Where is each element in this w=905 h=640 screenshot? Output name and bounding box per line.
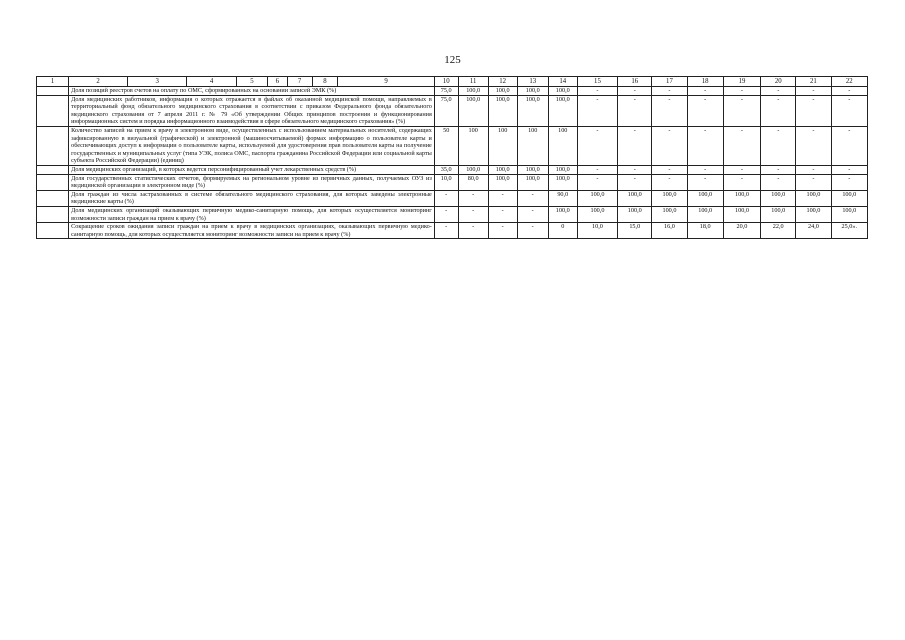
indicator-value: -: [458, 223, 488, 239]
indicator-value: 100: [548, 126, 577, 165]
indicator-value: -: [687, 95, 723, 126]
table-row: [37, 174, 868, 190]
indicator-value: -: [434, 206, 458, 222]
indicator-value: -: [687, 87, 723, 96]
column-header: 3: [128, 77, 187, 87]
indicator-value: 100,0: [488, 174, 517, 190]
indicator-value: -: [618, 95, 652, 126]
indicator-value: 0: [548, 223, 577, 239]
indicator-value: 100,0: [723, 190, 760, 206]
indicator-value: -: [761, 126, 796, 165]
indicator-value: -: [723, 95, 760, 126]
indicator-value: -: [831, 95, 867, 126]
indicator-value: -: [831, 174, 867, 190]
indicator-value: 100,0: [761, 190, 796, 206]
indicator-value: -: [723, 165, 760, 174]
indicator-description: Доля позиций реестров счетов на оплату по ОМС, сформированных на основании записей ЭМК (%): [69, 87, 435, 96]
indicator-value: -: [577, 87, 617, 96]
indicator-description: Доля медицинских работников, информация о которых отражается в файлах об оказанной медицинской помощи, направляемых в территориальный фонд обязательного медицинского страхования в соответствии с приказом Федерального фонда обязательного медицинского страхования от 7 апреля 2011 г. № 79 «Об утверждении Общих принципов построения и функционирования информационных систем и порядка информационного взаимодействия в сфере обязательного медицинского страхования» (%): [69, 95, 435, 126]
indicator-value: -: [761, 174, 796, 190]
indicator-value: 100,0: [517, 165, 548, 174]
row-number-cell: [37, 126, 69, 165]
row-number-cell: [37, 223, 69, 239]
indicator-value: 100,0: [517, 95, 548, 126]
indicator-description: Доля медицинских организаций оказывающих первичную медико-санитарную помощь, для которых осуществляется мониторинг возможности записи граждан на прием к врачу (%): [69, 206, 435, 222]
indicator-value: -: [434, 223, 458, 239]
indicator-value: -: [723, 126, 760, 165]
column-header: 20: [761, 77, 796, 87]
indicator-value: 100,0: [723, 206, 760, 222]
indicator-value: -: [831, 165, 867, 174]
indicator-value: 18,0: [687, 223, 723, 239]
indicator-value: 100,0: [548, 174, 577, 190]
indicator-value: -: [796, 165, 831, 174]
indicator-value: -: [458, 206, 488, 222]
column-header: 19: [723, 77, 760, 87]
indicator-value: 100,0: [517, 174, 548, 190]
indicator-value: -: [687, 174, 723, 190]
indicator-value: -: [652, 87, 687, 96]
column-header: 16: [618, 77, 652, 87]
indicator-value: -: [652, 126, 687, 165]
table-row: [37, 87, 868, 96]
table-row: [37, 126, 868, 165]
column-header: 9: [338, 77, 434, 87]
indicator-value: 100,0: [488, 87, 517, 96]
page-number: 125: [444, 54, 461, 66]
row-number-cell: [37, 165, 69, 174]
indicator-value: -: [618, 126, 652, 165]
indicator-value: 100,0: [458, 165, 488, 174]
column-header: 10: [434, 77, 458, 87]
indicator-value: 100,0: [458, 95, 488, 126]
table-row: [37, 95, 868, 126]
indicator-value: -: [577, 95, 617, 126]
column-header: 15: [577, 77, 617, 87]
indicator-value: 100: [488, 126, 517, 165]
column-header: 21: [796, 77, 831, 87]
indicator-value: 22,0: [761, 223, 796, 239]
indicator-value: -: [723, 174, 760, 190]
indicator-value: -: [517, 190, 548, 206]
indicator-value: -: [796, 174, 831, 190]
column-header: 6: [268, 77, 288, 87]
indicator-value: -: [796, 126, 831, 165]
indicator-value: -: [687, 165, 723, 174]
column-header: 1: [37, 77, 69, 87]
indicator-value: 100,0: [687, 190, 723, 206]
table-row: [37, 165, 868, 174]
indicator-value: -: [488, 206, 517, 222]
indicator-value: 100,0: [618, 190, 652, 206]
column-header: 8: [312, 77, 338, 87]
indicator-value: 75,0: [434, 95, 458, 126]
column-header: 18: [687, 77, 723, 87]
table-row: [37, 223, 868, 239]
indicator-value: -: [723, 87, 760, 96]
indicator-value: 100,0: [796, 190, 831, 206]
indicator-value: 100,0: [687, 206, 723, 222]
indicator-value: -: [618, 165, 652, 174]
indicator-value: 100,0: [548, 165, 577, 174]
indicator-value: -: [458, 190, 488, 206]
indicator-value: 100,0: [488, 165, 517, 174]
indicator-value: 100: [517, 126, 548, 165]
indicator-value: -: [652, 95, 687, 126]
indicator-value: 10,0: [434, 174, 458, 190]
indicator-value: 20,0: [723, 223, 760, 239]
row-number-cell: [37, 206, 69, 222]
column-header: 13: [517, 77, 548, 87]
indicator-value: 16,0: [652, 223, 687, 239]
column-header: 4: [187, 77, 237, 87]
indicator-value: 100,0: [831, 190, 867, 206]
indicator-value: -: [577, 126, 617, 165]
indicator-value: 25,0».: [831, 223, 867, 239]
indicator-value: -: [831, 126, 867, 165]
row-number-cell: [37, 190, 69, 206]
indicator-value: 100,0: [488, 95, 517, 126]
indicator-value: 10,0: [577, 223, 617, 239]
indicator-value: 50: [434, 126, 458, 165]
row-number-cell: [37, 95, 69, 126]
column-header: 17: [652, 77, 687, 87]
indicator-value: 100,0: [761, 206, 796, 222]
indicator-value: 24,0: [796, 223, 831, 239]
table-row: [37, 206, 868, 222]
indicator-value: 80,0: [458, 174, 488, 190]
indicator-value: -: [652, 165, 687, 174]
column-header: 11: [458, 77, 488, 87]
indicator-value: 100,0: [548, 206, 577, 222]
indicator-value: -: [517, 223, 548, 239]
table-row: [37, 190, 868, 206]
indicator-value: 100,0: [618, 206, 652, 222]
indicator-value: 100: [458, 126, 488, 165]
indicator-value: 100,0: [796, 206, 831, 222]
indicator-value: -: [488, 223, 517, 239]
indicator-description: Доля государственных статистических отчетов, формируемых на региональном уровне из первичных данных, получаемых ОУЗ из медицинской организации в электронном виде (%): [69, 174, 435, 190]
column-header: 5: [236, 77, 267, 87]
column-header-row: [37, 77, 868, 87]
indicator-value: 100,0: [458, 87, 488, 96]
indicator-value: 100,0: [831, 206, 867, 222]
indicator-value: -: [618, 174, 652, 190]
column-header: 22: [831, 77, 867, 87]
indicator-value: -: [687, 126, 723, 165]
indicator-value: -: [831, 87, 867, 96]
indicator-value: 15,0: [618, 223, 652, 239]
column-header: 2: [69, 77, 128, 87]
row-number-cell: [37, 87, 69, 96]
indicator-value: -: [652, 174, 687, 190]
indicator-value: -: [434, 190, 458, 206]
indicator-description: Количество записей на прием к врачу в электронном виде, осуществленных с использованием материальных носителей, содержащих зафиксированную в визуальной (графической) и электронной (машиносчитываемой) формах информацию о пользователе карты и обеспечивающих доступ к информации о пользователе карты, используемой для удостоверения прав пользователя карты на получение государственных и муниципальных услуг (типа УЭК, полиса ОМС, паспорта гражданина Российской Федерации или социальной карты субъекта Российской Федерации) (единиц): [69, 126, 435, 165]
row-number-cell: [37, 174, 69, 190]
indicator-value: -: [517, 206, 548, 222]
indicator-value: -: [761, 95, 796, 126]
indicator-value: 75,0: [434, 87, 458, 96]
column-header: 12: [488, 77, 517, 87]
indicator-value: -: [618, 87, 652, 96]
indicator-value: 100,0: [517, 87, 548, 96]
indicator-value: -: [761, 165, 796, 174]
indicator-value: 90,0: [548, 190, 577, 206]
indicator-value: 100,0: [548, 95, 577, 126]
indicator-value: -: [796, 87, 831, 96]
indicators-table: [36, 76, 868, 239]
indicator-value: 100,0: [652, 206, 687, 222]
indicator-value: 100,0: [577, 206, 617, 222]
indicator-value: 100,0: [548, 87, 577, 96]
indicator-description: Доля медицинских организаций, в которых ведется персонифицированный учет лекарственных средств (%): [69, 165, 435, 174]
indicator-value: -: [488, 190, 517, 206]
indicator-value: 35,0: [434, 165, 458, 174]
indicator-value: -: [761, 87, 796, 96]
indicator-description: Доля граждан из числа застрахованных в системе обязательного медицинского страхования, для которых заведены электронные медицинские карты (%): [69, 190, 435, 206]
column-header: 14: [548, 77, 577, 87]
column-header: 7: [287, 77, 312, 87]
indicator-description: Сокращение сроков ожидания записи граждан на прием к врачу в медицинских организациях, оказывающих первичную медико-санитарную помощь, для которых осуществляется мониторинг возможности записи на прием к врачу (%): [69, 223, 435, 239]
indicator-value: -: [577, 174, 617, 190]
indicator-value: 100,0: [652, 190, 687, 206]
indicator-value: -: [577, 165, 617, 174]
indicator-value: -: [796, 95, 831, 126]
indicator-value: 100,0: [577, 190, 617, 206]
